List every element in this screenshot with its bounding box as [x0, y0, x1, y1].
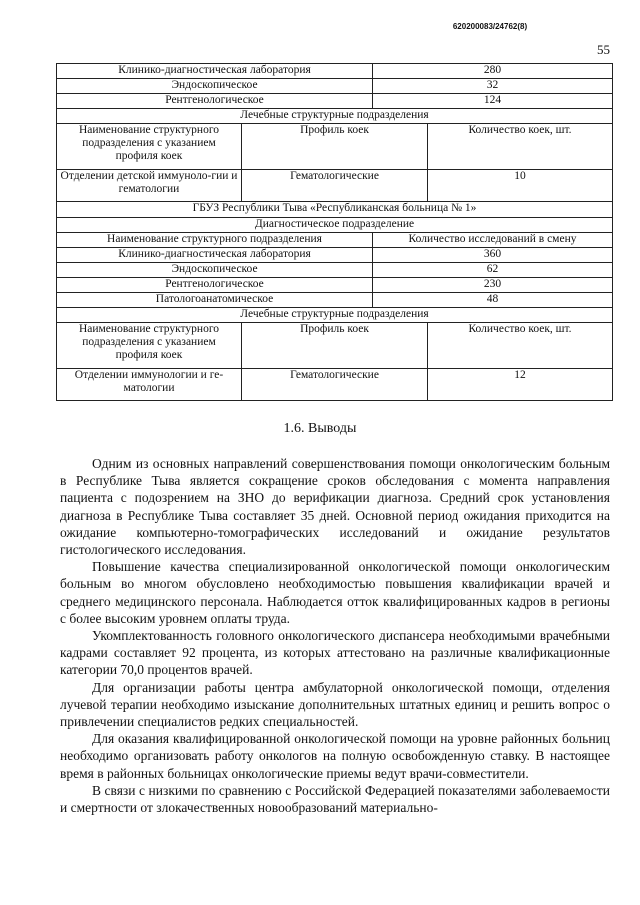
paragraph: Повышение качества специализированной онкологической помощи онкологическим больным во многом обусловлено необходимостью повышения квалификации врачей и среднего медицинского персонала. Наблюдается отток квалифицированных кадров в регионы с более высоким уровнем оплаты труда. — [60, 559, 610, 626]
header-row — [57, 323, 613, 369]
departments-table — [56, 63, 613, 401]
page-number: 55 — [597, 42, 610, 57]
table-cell: Эндоскопическое — [57, 263, 373, 278]
table-cell: 62 — [373, 263, 613, 278]
table-cell: 10 — [428, 170, 613, 202]
section-row — [57, 218, 613, 233]
table-row — [57, 170, 613, 202]
section-title: Диагностическое подразделение — [57, 218, 613, 233]
table-cell: Рентгенологическое — [57, 278, 373, 293]
hospital-title: ГБУЗ Республики Тыва «Республиканская больница № 1» — [57, 202, 613, 218]
column-header: Профиль коек — [242, 124, 428, 170]
table-cell: Отделении детской иммуноло-гии и гематологии — [57, 170, 242, 202]
header-row — [57, 233, 613, 248]
table-cell: Гематологические — [242, 369, 428, 401]
column-header: Количество коек, шт. — [428, 124, 613, 170]
paragraph: Для оказания квалифицированной онкологической помощи на уровне районных больниц необходимо организовать работу онкологов на полную освобожденную ставку. В настоящее время в районных больницах онкологические приемы ведут врачи-совместители. — [60, 731, 610, 781]
table-cell: Клинико-диагностическая лаборатория — [57, 64, 373, 79]
column-header: Наименование структурного подразделения — [57, 233, 373, 248]
paragraph: В связи с низкими по сравнению с Российской Федерацией показателями заболеваемости и смертности от злокачественных новообразований материально- — [60, 782, 610, 816]
section-title: Лечебные структурные подразделения — [57, 308, 613, 323]
table-cell: 48 — [373, 293, 613, 308]
paragraph: Укомплектованность головного онкологического диспансера необходимыми врачебными кадрами составляет 92 процента, из которых аттестовано на различные квалификационные категории 70,0 процентов врачей. — [60, 628, 610, 678]
column-header: Наименование структурного подразделения с указанием профиля коек — [57, 323, 242, 369]
paragraph: Для организации работы центра амбулаторной онкологической помощи, отделения лучевой терапии необходимо изыскание дополнительных штатных единиц и решить вопрос о привлечении специалистов редких специальностей. — [60, 679, 610, 730]
section-heading: 1.6. Выводы — [283, 421, 357, 436]
document-number: 620200083/24762(8) — [452, 22, 528, 31]
paragraph: Одним из основных направлений совершенствования помощи онкологическим больным в Республике Тыва является сокращение сроков обследования с момента направления пациента с подозрением на ЗНО до верификации диагноза. Средний срок установления диагноза в Республике Тыва составляет 35 дней. Основной период ожидания приходится на ожидание компьютерно-томографических исследований и ожидание результатов гистологического исследования. — [60, 456, 610, 558]
table-cell: 32 — [373, 79, 613, 94]
table-row — [57, 248, 613, 263]
table-cell: Эндоскопическое — [57, 79, 373, 94]
column-header: Количество исследований в смену — [373, 233, 613, 248]
section-row — [57, 308, 613, 323]
table-row — [57, 293, 613, 308]
conclusions-text — [60, 455, 610, 816]
column-header: Количество коек, шт. — [428, 323, 613, 369]
column-header: Наименование структурного подразделения с указанием профиля коек — [57, 124, 242, 170]
table-cell: 360 — [373, 248, 613, 263]
table-cell: 280 — [373, 64, 613, 79]
table-row — [57, 64, 613, 79]
header-row — [57, 124, 613, 170]
table-row — [57, 369, 613, 401]
table-cell: 124 — [373, 94, 613, 109]
table-row — [57, 94, 613, 109]
section-title: Лечебные структурные подразделения — [57, 109, 613, 124]
table-cell: 230 — [373, 278, 613, 293]
table-cell: Отделении иммунологии и ге-матологии — [57, 369, 242, 401]
table-row — [57, 263, 613, 278]
table-row — [57, 79, 613, 94]
section-row — [57, 202, 613, 218]
table-cell: Патологоанатомическое — [57, 293, 373, 308]
table-cell: Рентгенологическое — [57, 94, 373, 109]
table-cell: 12 — [428, 369, 613, 401]
table-cell: Гематологические — [242, 170, 428, 202]
column-header: Профиль коек — [242, 323, 428, 369]
table-row — [57, 278, 613, 293]
table-cell: Клинико-диагностическая лаборатория — [57, 248, 373, 263]
section-row — [57, 109, 613, 124]
